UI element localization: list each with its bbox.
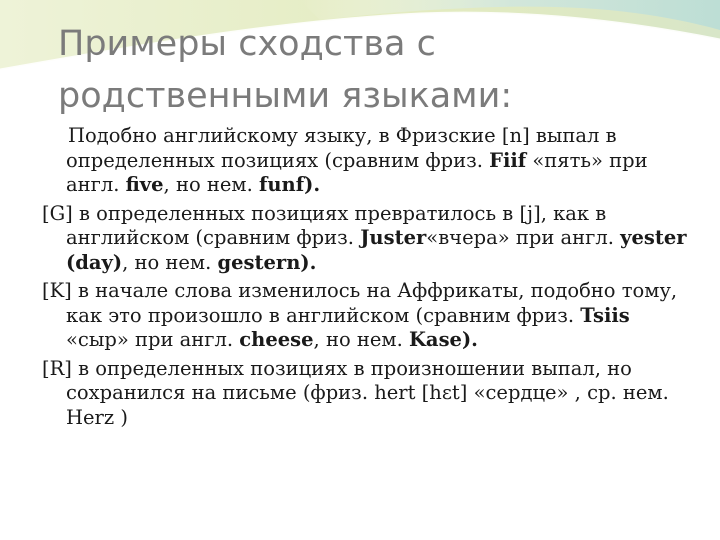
bold-term: Fiif	[489, 148, 527, 172]
paragraph	[42, 202, 692, 276]
text-run: [R] в определенных позициях в произношении выпал, но сохранился на письме (фриз. hert [hɛt] «сердце» , ср. нем. Herz )	[42, 356, 669, 429]
text-run: «сыр» при англ.	[66, 328, 240, 351]
text-run: , но нем.	[313, 328, 409, 351]
slide-body	[42, 124, 692, 434]
bold-term: cheese	[239, 328, 314, 351]
bold-term: gestern).	[217, 250, 317, 274]
paragraph	[42, 279, 692, 353]
bold-term: Tsiis	[580, 303, 630, 327]
paragraph	[42, 124, 692, 198]
text-run: [G] в определенных позициях превратилось в [j], как в английском (сравним фриз.	[42, 201, 607, 249]
slide-title	[58, 18, 678, 122]
bold-term: Kase).	[408, 328, 478, 351]
bold-term: Juster	[360, 226, 427, 249]
text-run: «вчера» при англ.	[426, 226, 621, 249]
title-line-1: Примеры сходства с	[58, 24, 436, 64]
bold-term: funf).	[258, 173, 321, 196]
title-line-2: родственными языками:	[58, 76, 513, 116]
bold-term: yester (day)	[66, 226, 687, 274]
text-run: , но нем.	[163, 173, 259, 196]
paragraph	[42, 357, 692, 431]
text-run: [K] в начале слова изменилось на Аффрикаты, подобно тому, как это произошло в английском (сравним фриз.	[42, 279, 678, 327]
text-run: Подобно английскому языку, в Фризские [n] выпал в определенных позициях (сравним фриз.	[66, 124, 617, 172]
text-run: , но нем.	[122, 250, 218, 274]
text-run: «пять» при англ.	[66, 148, 648, 196]
bold-term: five	[125, 173, 164, 196]
